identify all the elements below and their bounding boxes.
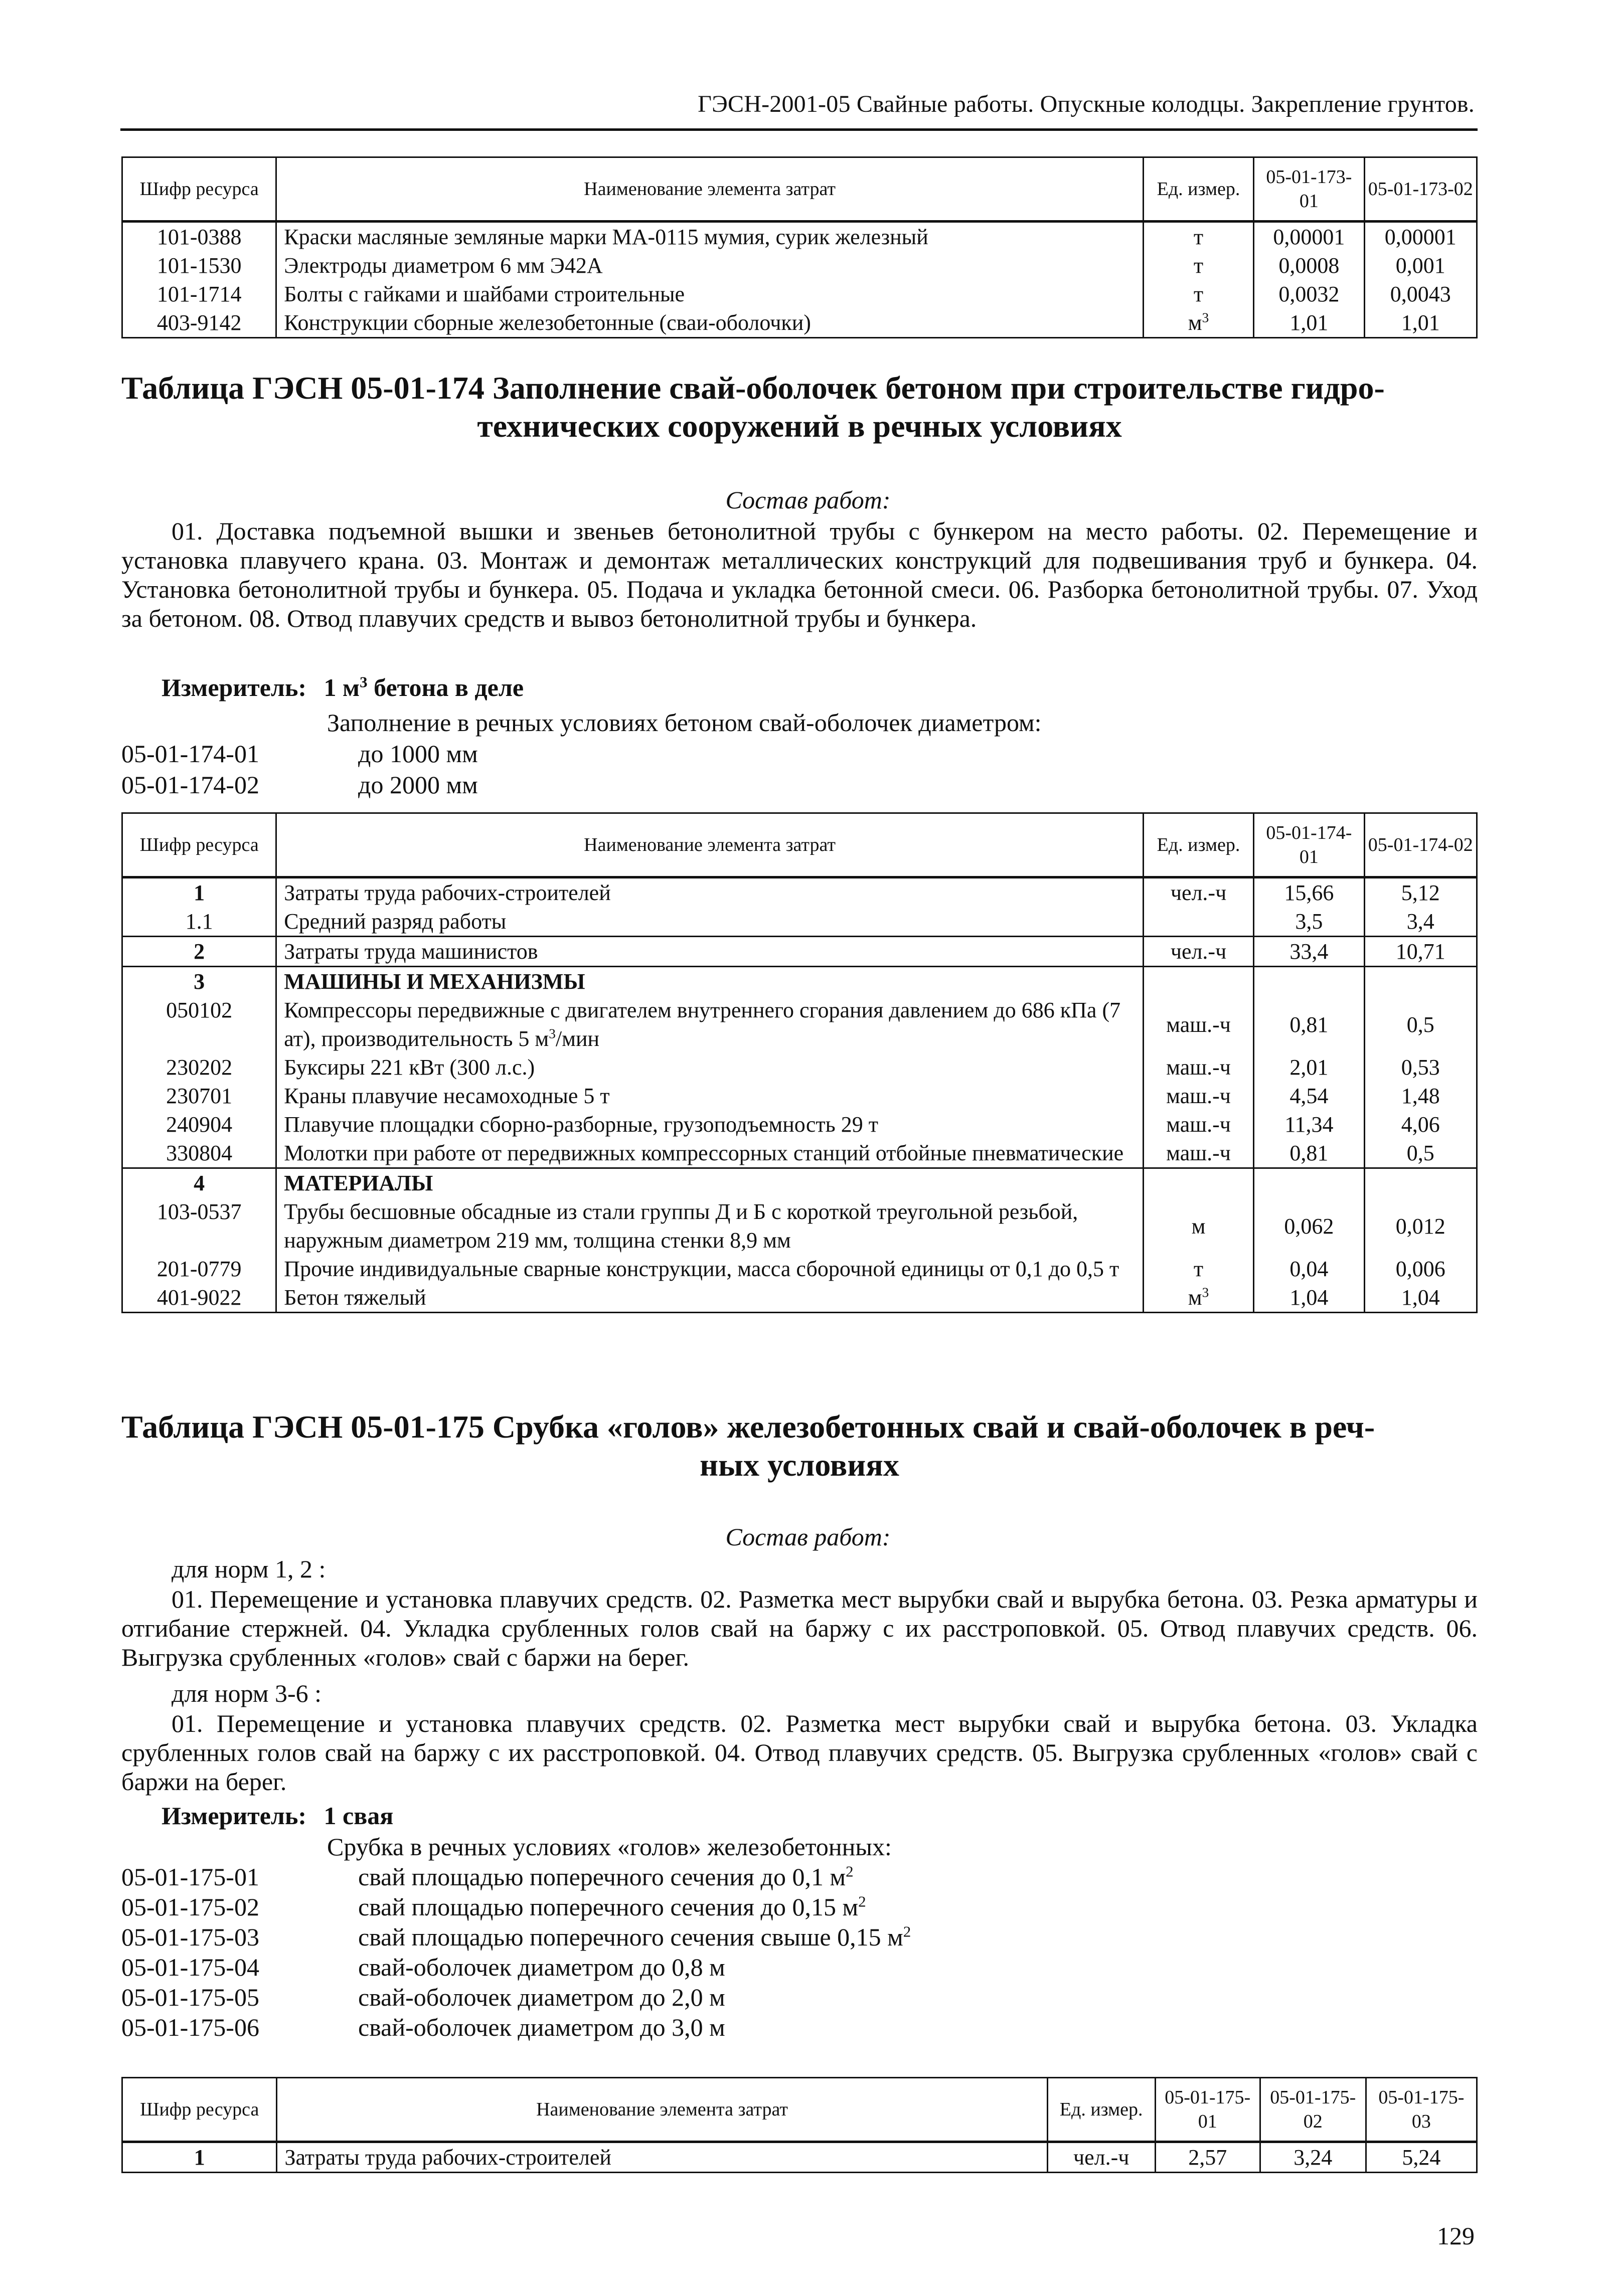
cell-code: 201-0779 [122, 1255, 276, 1283]
resource-table-173 [121, 156, 1478, 338]
works-description: 01. Доставка подъемной вышки и звеньев бетонолитной трубы с бункером на место работы. 02. Перемещение и установка плавучего крана. 03. Монтаж и демонтаж металлических конструкций для подвешивания труб и бункера. 04. Установка бетонолитной трубы и бункера. 05. Подача и укладка бетонной смеси. 06. Разборка бетонолитной трубы. 07. Уход за бетоном. 08. Отвод плавучих средств и вывоз бетонолитной трубы и бункера. [121, 517, 1478, 632]
cell-code: 230202 [122, 1053, 276, 1082]
norm-description: свай площадью поперечного сечения свыше 0,15 $м^2$ [358, 1922, 911, 1951]
cell-value-1: 15,66 [1254, 877, 1364, 908]
cell-value-1: 1,04 [1254, 1283, 1364, 1313]
cell-name: Плавучие площадки сборно-разборные, грузоподъемность 29 т [276, 1110, 1144, 1139]
norm-description: свай-оболочек диаметром до 3,0 м [358, 2013, 725, 2041]
cell-value-2: 1,01 [1364, 308, 1477, 338]
works-caption: Состав работ: [725, 486, 891, 514]
norm-description: свай-оболочек диаметром до 2,0 м [358, 1983, 725, 2011]
cell-code: 330804 [122, 1139, 276, 1168]
section-title-174 [121, 369, 1478, 445]
cell-value-3: 5,24 [1366, 2142, 1477, 2173]
cell-code: 401-9022 [122, 1283, 276, 1313]
header-rule [120, 128, 1478, 131]
norm-code: 05-01-175-06 [121, 2013, 259, 2041]
cell-value-2: 1,48 [1364, 1082, 1477, 1110]
col-header-unit: Ед. измер. [1143, 157, 1253, 222]
table-row [122, 937, 1477, 967]
cell-code: 3 [122, 967, 276, 996]
col-header-norm-1: 05-01-173-01 [1254, 157, 1364, 222]
cell-unit: маш.-ч [1143, 1139, 1253, 1168]
norm-code: 05-01-175-05 [121, 1983, 259, 2011]
cell-code: 4 [122, 1168, 276, 1198]
table-row-group-heading [122, 967, 1477, 996]
works-description-b: 01. Перемещение и установка плавучих средств. 02. Разметка мест вырубки свай и вырубка бетона. 03. Укладка срубленных голов свай на баржу с их расстроповкой. 04. Отвод плавучих средств. 05. Выгрузка срубленных «голов» свай с баржи на берег. [121, 1709, 1478, 1796]
cell-unit: маш.-ч [1143, 1053, 1253, 1082]
group-heading-machines: МАШИНЫ И МЕХАНИЗМЫ [276, 967, 1144, 996]
col-header-norm-1: 05-01-174-01 [1254, 813, 1364, 877]
norm-description: до 2000 мм [358, 771, 478, 799]
norms-scope-b: для норм 3-6 : [172, 1679, 322, 1707]
cell-code: 230701 [122, 1082, 276, 1110]
cell-code: 240904 [122, 1110, 276, 1139]
table-row [122, 877, 1477, 908]
meter-line [161, 1801, 393, 1830]
cell-name: Конструкции сборные железобетонные (сваи-оболочки) [276, 308, 1144, 338]
col-header-unit: Ед. измер. [1047, 2078, 1155, 2142]
cell-value-1: 2,57 [1155, 2142, 1260, 2173]
norm-description: до 1000 мм [358, 740, 478, 768]
cell-value-2: 0,0043 [1364, 280, 1477, 308]
cell-name: Затраты труда рабочих-строителей [276, 877, 1144, 908]
cell-unit: чел.-ч [1143, 877, 1253, 908]
table-row [122, 1197, 1477, 1255]
col-header-norm-3: 05-01-175-03 [1366, 2078, 1477, 2142]
cell-code: 103-0537 [122, 1197, 276, 1255]
table-row [122, 1053, 1477, 1082]
section-title-line-2: ных условиях [700, 1447, 899, 1483]
cell-unit [1143, 1168, 1253, 1198]
table-row [122, 1082, 1477, 1110]
cell-value-1: 3,5 [1254, 907, 1364, 937]
cell-code: 050102 [122, 996, 276, 1053]
cell-value-1: 0,04 [1254, 1255, 1364, 1283]
cell-value-1: 0,81 [1254, 1139, 1364, 1168]
cell-unit: маш.-ч [1143, 1110, 1253, 1139]
cell-value-2: 0,5 [1364, 996, 1477, 1053]
section-title-line-1: Таблица ГЭСН 05-01-175 Срубка «голов» железобетонных свай и свай-оболочек в реч- [121, 1409, 1375, 1445]
cell-value-2: 3,4 [1364, 907, 1477, 937]
col-header-norm-1: 05-01-175-01 [1155, 2078, 1260, 2142]
cell-unit: м [1143, 1197, 1253, 1255]
norm-description: свай площадью поперечного сечения до 0,15 $м^2$ [358, 1892, 866, 1921]
col-header-norm-2: 05-01-173-02 [1364, 157, 1477, 222]
cell-unit [1143, 967, 1253, 996]
meter-value: 1 свая [324, 1802, 394, 1830]
col-header-name: Наименование элемента затрат [276, 157, 1144, 222]
cell-value-2 [1364, 1168, 1477, 1198]
cell-name: Затраты труда машинистов [276, 937, 1144, 967]
running-title: ГЭСН-2001-05 Свайные работы. Опускные колодцы. Закрепление грунтов. [698, 91, 1475, 117]
works-description-a: 01. Перемещение и установка плавучих средств. 02. Разметка мест вырубки свай и вырубка бетона. 03. Резка арматуры и отгибание стержней. 04. Укладка срубленных голов свай на баржу с их расстроповкой. 05. Отвод плавучих средств. 06. Выгрузка срубленных «голов» свай с баржи на берег. [121, 1585, 1478, 1671]
meter-line [161, 673, 524, 702]
cell-value-1: 0,062 [1254, 1197, 1364, 1255]
table-row [122, 1139, 1477, 1168]
norm-code: 05-01-175-04 [121, 1953, 259, 1981]
table-row [122, 1110, 1477, 1139]
cell-code: 1.1 [122, 907, 276, 937]
col-header-name: Наименование элемента затрат [276, 813, 1144, 877]
cell-value-2: 0,001 [1364, 251, 1477, 280]
table-row [122, 222, 1477, 252]
cell-code: 101-1530 [122, 251, 276, 280]
cell-name: Затраты труда рабочих-строителей [277, 2142, 1047, 2173]
section-title-175 [121, 1408, 1478, 1484]
table-row-group-heading [122, 1168, 1477, 1198]
group-heading-materials: МАТЕРИАЛЫ [276, 1168, 1144, 1198]
cell-name: Прочие индивидуальные сварные конструкции, масса сборочной единицы от 0,1 до 0,5 т [276, 1255, 1144, 1283]
cell-unit: т [1143, 251, 1253, 280]
cell-name: Молотки при работе от передвижных компрессорных станций отбойные пневматические [276, 1139, 1144, 1168]
cell-value-1: 0,00001 [1254, 222, 1364, 252]
norm-description: свай площадью поперечного сечения до 0,1 $м^2$ [358, 1862, 854, 1891]
col-header-name: Наименование элемента затрат [277, 2078, 1047, 2142]
cell-code: 1 [122, 2142, 277, 2173]
cell-value-1: 0,0008 [1254, 251, 1364, 280]
norms-scope-a: для норм 1, 2 : [172, 1555, 326, 1583]
cell-value-1: 33,4 [1254, 937, 1364, 967]
cell-code: 1 [122, 877, 276, 908]
cell-unit [1143, 907, 1253, 937]
table-row [122, 251, 1477, 280]
table-row [122, 996, 1477, 1053]
cell-value-1: 2,01 [1254, 1053, 1364, 1082]
cell-value-1 [1254, 967, 1364, 996]
resource-table-174 [121, 812, 1478, 1313]
cell-value-1: 11,34 [1254, 1110, 1364, 1139]
table-row [122, 280, 1477, 308]
cell-value-2: 5,12 [1364, 877, 1477, 908]
col-header-code: Шифр ресурса [122, 813, 276, 877]
cell-unit: т [1143, 1255, 1253, 1283]
cell-value-2: 0,012 [1364, 1197, 1477, 1255]
resource-table-175 [121, 2077, 1478, 2173]
page-number: 129 [1437, 2222, 1475, 2250]
cell-name: Средний разряд работы [276, 907, 1144, 937]
col-header-norm-2: 05-01-175-02 [1260, 2078, 1366, 2142]
table-row [122, 1255, 1477, 1283]
section-title-line-2: технических сооружений в речных условиях [477, 408, 1122, 444]
cell-value-2: 0,5 [1364, 1139, 1477, 1168]
cell-value-2: 3,24 [1260, 2142, 1366, 2173]
cell-value-2: 4,06 [1364, 1110, 1477, 1139]
cell-name: Электроды диаметром 6 мм Э42А [276, 251, 1144, 280]
cell-name: Буксиры 221 кВт (300 л.с.) [276, 1053, 1144, 1082]
works-caption: Состав работ: [725, 1523, 891, 1551]
cell-value-1 [1254, 1168, 1364, 1198]
cell-value-2: 0,00001 [1364, 222, 1477, 252]
meter-label: Измеритель: [161, 1802, 307, 1830]
cell-value-1: 0,81 [1254, 996, 1364, 1053]
cell-value-2: 1,04 [1364, 1283, 1477, 1313]
norm-code: 05-01-175-02 [121, 1893, 259, 1921]
cell-unit: т [1143, 222, 1253, 252]
cell-name: Краны плавучие несамоходные 5 т [276, 1082, 1144, 1110]
cell-unit: чел.-ч [1047, 2142, 1155, 2173]
meter-value: 1 $м^3$ бетона в деле [324, 673, 524, 701]
cell-value-2: 0,53 [1364, 1053, 1477, 1082]
cell-value-2 [1364, 967, 1477, 996]
cell-unit: маш.-ч [1143, 996, 1253, 1053]
cell-code: 403-9142 [122, 308, 276, 338]
table-row [122, 1283, 1477, 1313]
cell-name: Бетон тяжелый [276, 1283, 1144, 1313]
meter-label: Измеритель: [161, 673, 307, 701]
cell-value-1: 1,01 [1254, 308, 1364, 338]
cell-unit: $м^3$ [1143, 1283, 1253, 1313]
norm-code: 05-01-174-01 [121, 740, 259, 768]
cell-code: 2 [122, 937, 276, 967]
cell-code: 101-0388 [122, 222, 276, 252]
norm-code: 05-01-174-02 [121, 771, 259, 799]
cell-value-2: 0,006 [1364, 1255, 1477, 1283]
section-title-line-1: Таблица ГЭСН 05-01-174 Заполнение свай-оболочек бетоном при строительстве гидро- [121, 370, 1385, 406]
cell-value-1: 0,0032 [1254, 280, 1364, 308]
norms-intro: Заполнение в речных условиях бетоном свай-оболочек диаметром: [327, 709, 1042, 737]
col-header-code: Шифр ресурса [122, 157, 276, 222]
col-header-norm-2: 05-01-174-02 [1364, 813, 1477, 877]
cell-name: Компрессоры передвижные с двигателем внутреннего сгорания давлением до 686 кПа (7 ат), производительность 5 $м^3$/мин [276, 996, 1144, 1053]
norms-intro: Срубка в речных условиях «голов» железобетонных: [327, 1833, 892, 1861]
cell-name: Трубы бесшовные обсадные из стали группы Д и Б с короткой треугольной резьбой, наружным диаметром 219 мм, толщина стенки 8,9 мм [276, 1197, 1144, 1255]
norm-code: 05-01-175-03 [121, 1923, 259, 1951]
norm-code: 05-01-175-01 [121, 1863, 259, 1891]
table-row [122, 2142, 1477, 2173]
cell-unit: т [1143, 280, 1253, 308]
cell-unit: чел.-ч [1143, 937, 1253, 967]
cell-value-2: 10,71 [1364, 937, 1477, 967]
cell-unit: $м^3$ [1143, 308, 1253, 338]
table-row [122, 907, 1477, 937]
col-header-unit: Ед. измер. [1143, 813, 1253, 877]
cell-name: Болты с гайками и шайбами строительные [276, 280, 1144, 308]
cell-value-1: 4,54 [1254, 1082, 1364, 1110]
norm-description: свай-оболочек диаметром до 0,8 м [358, 1953, 725, 1981]
col-header-code: Шифр ресурса [122, 2078, 277, 2142]
cell-name: Краски масляные земляные марки МА-0115 мумия, сурик железный [276, 222, 1144, 252]
cell-code: 101-1714 [122, 280, 276, 308]
cell-unit: маш.-ч [1143, 1082, 1253, 1110]
table-row [122, 308, 1477, 338]
